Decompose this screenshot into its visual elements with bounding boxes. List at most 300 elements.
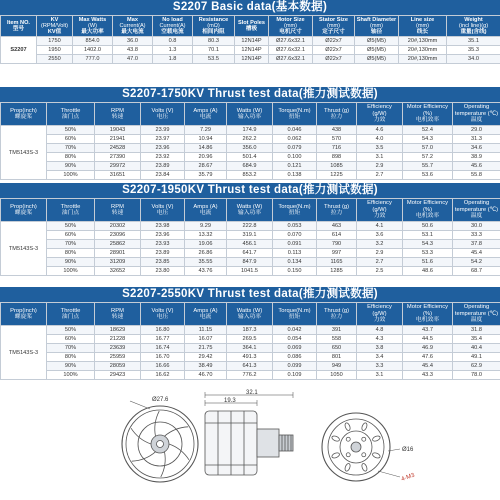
thrust-cell: 60% — [47, 231, 95, 240]
header-text: Shaft Diameter — [356, 16, 397, 23]
thrust-cell: 29972 — [95, 162, 141, 171]
item-number-cell: S2207 — [1, 37, 37, 64]
header-text: Prop(inch) — [10, 107, 37, 114]
thrust-cell: 50% — [47, 222, 95, 231]
header-text: Amps (A) — [193, 107, 218, 114]
test-1750kv-table — [0, 102, 500, 180]
thrust-cell: 68.7 — [453, 267, 500, 276]
motor-front-view — [122, 406, 198, 482]
motor-dimension-drawing — [0, 389, 500, 500]
thrust-cell: 31651 — [95, 171, 141, 180]
thrust-header-cell — [273, 303, 317, 326]
thrust-header-cell — [95, 103, 141, 126]
header-text: 电机效率 — [415, 213, 440, 220]
thrust-cell: 18629 — [95, 326, 141, 335]
thrust-cell: 16.77 — [141, 335, 185, 344]
thrust-cell: 684.9 — [227, 162, 273, 171]
test-1950kv-title: S2207-1950KV Thrust test data(推力测试数据) — [0, 183, 500, 198]
thrust-row — [1, 135, 500, 144]
prop-cell: TM5143S-3 — [1, 222, 47, 276]
thrust-header-cell — [1, 199, 47, 222]
thrust-cell: 3.6 — [357, 231, 403, 240]
leader-line — [130, 401, 150, 409]
thrust-cell: 269.5 — [227, 335, 273, 344]
basic-cell: 20#,130mm — [399, 55, 447, 64]
thrust-cell: 0.100 — [273, 153, 317, 162]
thrust-cell: 14.86 — [185, 144, 227, 153]
header-text: No load — [162, 16, 183, 23]
basic-cell: 1750 — [37, 37, 73, 46]
thrust-cell: 2.9 — [357, 162, 403, 171]
thrust-cell: 570 — [317, 135, 357, 144]
thrust-cell: 1225 — [317, 171, 357, 180]
header-text: Volts (V) — [151, 107, 174, 114]
thrust-cell: 21.75 — [185, 344, 227, 353]
header-text: Operating — [463, 200, 490, 207]
thrust-header-cell — [141, 199, 185, 222]
thrust-cell: 53.6 — [403, 171, 453, 180]
thrust-cell: 90% — [47, 162, 95, 171]
thrust-cell: 50.6 — [403, 222, 453, 231]
thrust-cell: 319.1 — [227, 231, 273, 240]
thrust-cell: 31.8 — [453, 326, 500, 335]
thrust-cell: 641.3 — [227, 362, 273, 371]
thrust-row — [1, 249, 500, 258]
thrust-cell: 19.06 — [185, 240, 227, 249]
header-text: Efficiency — [367, 304, 392, 311]
test-2550kv-title: S2207-2550KV Thrust test data(推力测试数据) — [0, 287, 500, 302]
basic-cell: 35.3 — [447, 46, 500, 55]
thrust-cell: 51.6 — [403, 258, 453, 267]
basic-header-cell — [37, 16, 73, 37]
thrust-cell: 16.70 — [141, 353, 185, 362]
thrust-cell: 716 — [317, 144, 357, 153]
thrust-row — [1, 126, 500, 135]
thrust-header-cell — [273, 103, 317, 126]
thrust-cell: 3.1 — [357, 153, 403, 162]
thrust-cell: 44.5 — [403, 335, 453, 344]
thrust-cell: 0.062 — [273, 135, 317, 144]
header-text: 输入功率 — [237, 314, 262, 320]
basic-header-cell — [193, 16, 235, 37]
thrust-cell: 47.6 — [403, 353, 453, 362]
thrust-cell: 4.3 — [357, 335, 403, 344]
thrust-cell: 57.0 — [403, 144, 453, 153]
header-text: RPM — [111, 203, 124, 210]
thrust-cell: 2.7 — [357, 171, 403, 180]
basic-cell: Ø22x7 — [313, 46, 355, 55]
header-text: Prop(inch) — [10, 307, 37, 314]
test-2550kv-table — [0, 302, 500, 380]
header-text: 扭矩 — [288, 314, 301, 320]
header-text: 相间内阻 — [202, 29, 225, 36]
thrust-cell: 35.79 — [185, 171, 227, 180]
thrust-cell: 3.8 — [357, 344, 403, 353]
thrust-header-cell — [141, 103, 185, 126]
basic-row — [1, 55, 500, 64]
header-text: Torque(N.m) — [278, 203, 311, 210]
basic-header-cell — [313, 16, 355, 37]
thrust-cell: 54.2 — [453, 258, 500, 267]
header-text: (%) — [422, 110, 432, 117]
thrust-cell: 0.053 — [273, 222, 317, 231]
thrust-cell: 4.8 — [357, 326, 403, 335]
header-text: 温度 — [470, 213, 483, 220]
header-text: 拉力 — [330, 314, 343, 320]
basic-cell: 1402.0 — [73, 46, 113, 55]
motor-bottom-view — [322, 413, 390, 481]
header-text: 转速 — [111, 314, 124, 320]
thrust-header-cell — [1, 103, 47, 126]
basic-header-cell — [355, 16, 399, 37]
thrust-cell: 0.069 — [273, 344, 317, 353]
thrust-header-cell — [317, 199, 357, 222]
header-text: 输入功率 — [237, 210, 262, 216]
thrust-cell: 776.2 — [227, 371, 273, 380]
basic-header-cell — [269, 16, 313, 37]
thrust-row — [1, 371, 500, 380]
basic-header-cell — [153, 16, 193, 37]
thrust-header-cell — [357, 103, 403, 126]
header-text: Torque(N.m) — [278, 107, 311, 114]
thrust-cell: 16.80 — [141, 326, 185, 335]
thrust-cell: 0.079 — [273, 144, 317, 153]
thrust-cell: 0.138 — [273, 171, 317, 180]
thrust-cell: 23.89 — [141, 249, 185, 258]
thrust-cell: 49.1 — [453, 353, 500, 362]
thrust-header-cell — [357, 199, 403, 222]
header-text: 温度 — [470, 317, 483, 324]
header-text: 重量(含线) — [460, 29, 487, 36]
thrust-cell: 54.3 — [403, 135, 453, 144]
prop-cell: TM5143S-3 — [1, 326, 47, 380]
thrust-cell: 0.091 — [273, 240, 317, 249]
thrust-cell: 790 — [317, 240, 357, 249]
header-text: 油门点 — [61, 114, 80, 120]
thrust-cell: 7.29 — [185, 126, 227, 135]
thrust-header-cell — [403, 303, 453, 326]
thrust-cell: 1050 — [317, 371, 357, 380]
thrust-cell: 187.3 — [227, 326, 273, 335]
header-text: 电流 — [199, 314, 212, 320]
header-text: Thrust (g) — [323, 203, 350, 210]
header-text: (g/W) — [372, 206, 387, 213]
header-text: 螺旋桨 — [14, 314, 33, 320]
header-text: 最大电流 — [121, 29, 144, 36]
thrust-header-cell — [95, 303, 141, 326]
vent-slot — [344, 463, 351, 472]
thrust-header-cell — [47, 303, 95, 326]
thrust-cell: 80% — [47, 249, 95, 258]
thrust-cell: 52.4 — [403, 126, 453, 135]
thrust-cell: 19043 — [95, 126, 141, 135]
thrust-cell: 46.70 — [185, 371, 227, 380]
thrust-cell: 80% — [47, 353, 95, 362]
thrust-cell: 13.32 — [185, 231, 227, 240]
basic-cell: 12N14P — [235, 37, 269, 46]
basic-cell: 1950 — [37, 46, 73, 55]
header-text: Motor Efficiency — [406, 304, 449, 311]
thrust-cell: 29.0 — [453, 126, 500, 135]
thrust-cell: 391 — [317, 326, 357, 335]
thrust-cell: 23.92 — [141, 153, 185, 162]
basic-cell: 34.0 — [447, 55, 500, 64]
rotor-spoke — [131, 428, 151, 444]
header-text: 电流 — [199, 114, 212, 120]
thrust-cell: 0.113 — [273, 249, 317, 258]
header-text: (%) — [422, 206, 432, 213]
thrust-cell: 463 — [317, 222, 357, 231]
basic-cell: Ø27.6x32.1 — [269, 46, 313, 55]
header-text: 输入功率 — [237, 114, 262, 120]
test-1950kv-table — [0, 198, 500, 276]
thrust-row — [1, 326, 500, 335]
header-text: 温度 — [470, 117, 483, 124]
basic-cell: 70.1 — [193, 46, 235, 55]
thrust-cell: 55.7 — [403, 162, 453, 171]
rotor-spoke — [165, 427, 189, 436]
header-text: 电压 — [156, 314, 169, 320]
header-text: 力效 — [373, 317, 386, 324]
basic-cell: 36.0 — [113, 37, 153, 46]
thrust-cell: 53.3 — [403, 249, 453, 258]
thrust-header-cell — [47, 103, 95, 126]
header-text: Stator Size — [319, 16, 348, 23]
thrust-cell: 23096 — [95, 231, 141, 240]
header-text: temperature (℃) — [454, 310, 499, 317]
thrust-cell: 50% — [47, 326, 95, 335]
thrust-cell: 23.97 — [141, 135, 185, 144]
header-text: Current(A) — [159, 22, 186, 29]
thrust-cell: 0.150 — [273, 267, 317, 276]
basic-cell: 53.5 — [193, 55, 235, 64]
thrust-cell: 20302 — [95, 222, 141, 231]
thrust-cell: 3.4 — [357, 353, 403, 362]
basic-row — [1, 46, 500, 55]
thrust-cell: 4.1 — [357, 222, 403, 231]
thrust-cell: 16.66 — [141, 362, 185, 371]
thrust-row — [1, 153, 500, 162]
thrust-cell: 2.7 — [357, 258, 403, 267]
header-text: Efficiency — [367, 200, 392, 207]
basic-cell: Ø5(M5) — [355, 37, 399, 46]
thrust-cell: 28059 — [95, 362, 141, 371]
thrust-cell: 23.96 — [141, 144, 185, 153]
header-text: Watts (W) — [236, 107, 263, 114]
thrust-cell: 847.9 — [227, 258, 273, 267]
thrust-cell: 31209 — [95, 258, 141, 267]
test-1750kv-title: S2207-1750KV Thrust test data(推力测试数据) — [0, 87, 500, 102]
thrust-header-cell — [185, 103, 227, 126]
thrust-cell: 2.5 — [357, 267, 403, 276]
header-text: Throttle — [60, 203, 81, 210]
header-text: Amps (A) — [193, 203, 218, 210]
header-text: 电压 — [156, 210, 169, 216]
thrust-cell: 31.3 — [453, 135, 500, 144]
basic-cell: 854.0 — [73, 37, 113, 46]
thrust-cell: 949 — [317, 362, 357, 371]
basic-cell: 1.8 — [153, 55, 193, 64]
vent-slot — [344, 422, 351, 431]
thrust-cell: 78.0 — [453, 371, 500, 380]
vent-slot — [361, 422, 368, 431]
thrust-row — [1, 362, 500, 371]
thrust-cell: 29.42 — [185, 353, 227, 362]
thrust-cell: 0.121 — [273, 162, 317, 171]
thrust-cell: 25862 — [95, 240, 141, 249]
rotor-spoke — [161, 452, 165, 477]
header-text: 电压 — [156, 114, 169, 120]
header-text: (mΩ) — [207, 22, 220, 29]
height-label: 19.3 — [224, 398, 236, 404]
thrust-header-cell — [1, 303, 47, 326]
header-text: Amps (A) — [193, 307, 218, 314]
thrust-header-cell — [95, 199, 141, 222]
thrust-cell: 0.042 — [273, 326, 317, 335]
header-text: Motor Efficiency — [406, 200, 449, 207]
thrust-row — [1, 162, 500, 171]
hole-circle-label: Ø16 — [402, 447, 414, 453]
header-text: RPM — [111, 307, 124, 314]
mount-thread-label: 4-M3 — [400, 472, 416, 483]
thrust-cell: 55.8 — [453, 171, 500, 180]
thrust-cell: 491.3 — [227, 353, 273, 362]
thrust-cell: 21228 — [95, 335, 141, 344]
thrust-row — [1, 258, 500, 267]
thrust-cell: 10.94 — [185, 135, 227, 144]
vent-slot — [361, 463, 368, 472]
thrust-cell: 650 — [317, 344, 357, 353]
thrust-cell: 70% — [47, 344, 95, 353]
header-text: Prop(inch) — [10, 203, 37, 210]
thrust-header-cell — [403, 199, 453, 222]
thrust-cell: 262.2 — [227, 135, 273, 144]
header-text: 空载电流 — [161, 29, 184, 36]
header-text: Watts (W) — [236, 203, 263, 210]
header-text: (RPM/Volt) — [40, 22, 69, 29]
header-text: 电机效率 — [415, 117, 440, 124]
thrust-cell: 641.7 — [227, 249, 273, 258]
thrust-cell: 853.2 — [227, 171, 273, 180]
header-text: (incl line)(g) — [458, 22, 489, 29]
thrust-cell: 16.74 — [141, 344, 185, 353]
thrust-cell: 38.49 — [185, 362, 227, 371]
header-text: Watts (W) — [236, 307, 263, 314]
header-text: Operating — [463, 304, 490, 311]
header-text: (mm) — [283, 22, 298, 29]
prop-cell: TM5143S-3 — [1, 126, 47, 180]
thrust-row — [1, 231, 500, 240]
thrust-cell: 46.9 — [403, 344, 453, 353]
basic-cell: 12N14P — [235, 55, 269, 64]
header-text: 螺旋桨 — [14, 114, 33, 120]
thrust-cell: 23.98 — [141, 222, 185, 231]
thrust-cell: 20.96 — [185, 153, 227, 162]
thrust-cell: 23.84 — [141, 171, 185, 180]
header-text: Throttle — [60, 107, 81, 114]
thrust-cell: 90% — [47, 362, 95, 371]
thrust-row — [1, 144, 500, 153]
thrust-cell: 0.109 — [273, 371, 317, 380]
basic-header-row — [1, 16, 500, 37]
thrust-cell: 45.4 — [403, 362, 453, 371]
thrust-cell: 80% — [47, 153, 95, 162]
thrust-cell: 100% — [47, 171, 95, 180]
header-text: 油门点 — [61, 210, 80, 216]
thrust-cell: 23639 — [95, 344, 141, 353]
thrust-header-row — [1, 103, 500, 126]
thrust-cell: 100% — [47, 267, 95, 276]
thrust-cell: 60% — [47, 335, 95, 344]
mount-hole — [346, 453, 350, 457]
thrust-cell: 21941 — [95, 135, 141, 144]
thrust-row — [1, 171, 500, 180]
header-text: Efficiency — [367, 104, 392, 111]
header-text: Line size — [410, 16, 435, 23]
thrust-cell: 29423 — [95, 371, 141, 380]
thrust-cell: 364.1 — [227, 344, 273, 353]
basic-cell: Ø27.6x32.1 — [269, 55, 313, 64]
header-text: RPM — [111, 107, 124, 114]
thrust-cell: 43.7 — [403, 326, 453, 335]
thrust-row — [1, 267, 500, 276]
thrust-cell: 30.0 — [453, 222, 500, 231]
thrust-header-cell — [227, 303, 273, 326]
thrust-cell: 28.67 — [185, 162, 227, 171]
thrust-cell: 1085 — [317, 162, 357, 171]
thrust-cell: 23.80 — [141, 267, 185, 276]
thrust-cell: 558 — [317, 335, 357, 344]
thrust-cell: 0.134 — [273, 258, 317, 267]
basic-data-title: S2207 Basic data(基本数据) — [0, 0, 500, 15]
header-text: Max Watts — [78, 16, 107, 23]
basic-row — [1, 37, 500, 46]
header-text: Item NO. — [6, 19, 30, 26]
basic-cell: 43.8 — [113, 46, 153, 55]
basic-cell: Ø5(M5) — [355, 55, 399, 64]
header-text: KV值 — [47, 29, 62, 36]
thrust-cell: 32652 — [95, 267, 141, 276]
header-text: Current(A) — [119, 22, 146, 29]
header-text: Slot Poles — [237, 19, 266, 26]
thrust-cell: 9.29 — [185, 222, 227, 231]
bell-diameter-label: Ø27.6 — [152, 397, 169, 403]
thrust-cell: 27390 — [95, 153, 141, 162]
thrust-cell: 35.4 — [453, 335, 500, 344]
header-text: 拉力 — [330, 114, 343, 120]
thrust-cell: 37.8 — [453, 240, 500, 249]
basic-cell: Ø22x7 — [313, 55, 355, 64]
header-text: Max — [127, 16, 138, 23]
thrust-header-cell — [453, 103, 500, 126]
header-text: 电机效率 — [415, 317, 440, 324]
header-text: 轴径 — [370, 29, 383, 36]
thrust-header-cell — [185, 303, 227, 326]
header-text: Thrust (g) — [323, 307, 350, 314]
header-text: 定子尺寸 — [322, 29, 345, 36]
thrust-cell: 801 — [317, 353, 357, 362]
vent-slot — [372, 452, 381, 459]
header-text: (mm) — [326, 22, 341, 29]
thrust-cell: 23.99 — [141, 126, 185, 135]
basic-cell: Ø27.6x32.1 — [269, 37, 313, 46]
basic-header-cell — [447, 16, 500, 37]
thrust-header-cell — [317, 103, 357, 126]
header-text: Motor Size — [276, 16, 305, 23]
thrust-cell: 62.9 — [453, 362, 500, 371]
thrust-cell: 28901 — [95, 249, 141, 258]
thrust-cell: 997 — [317, 249, 357, 258]
